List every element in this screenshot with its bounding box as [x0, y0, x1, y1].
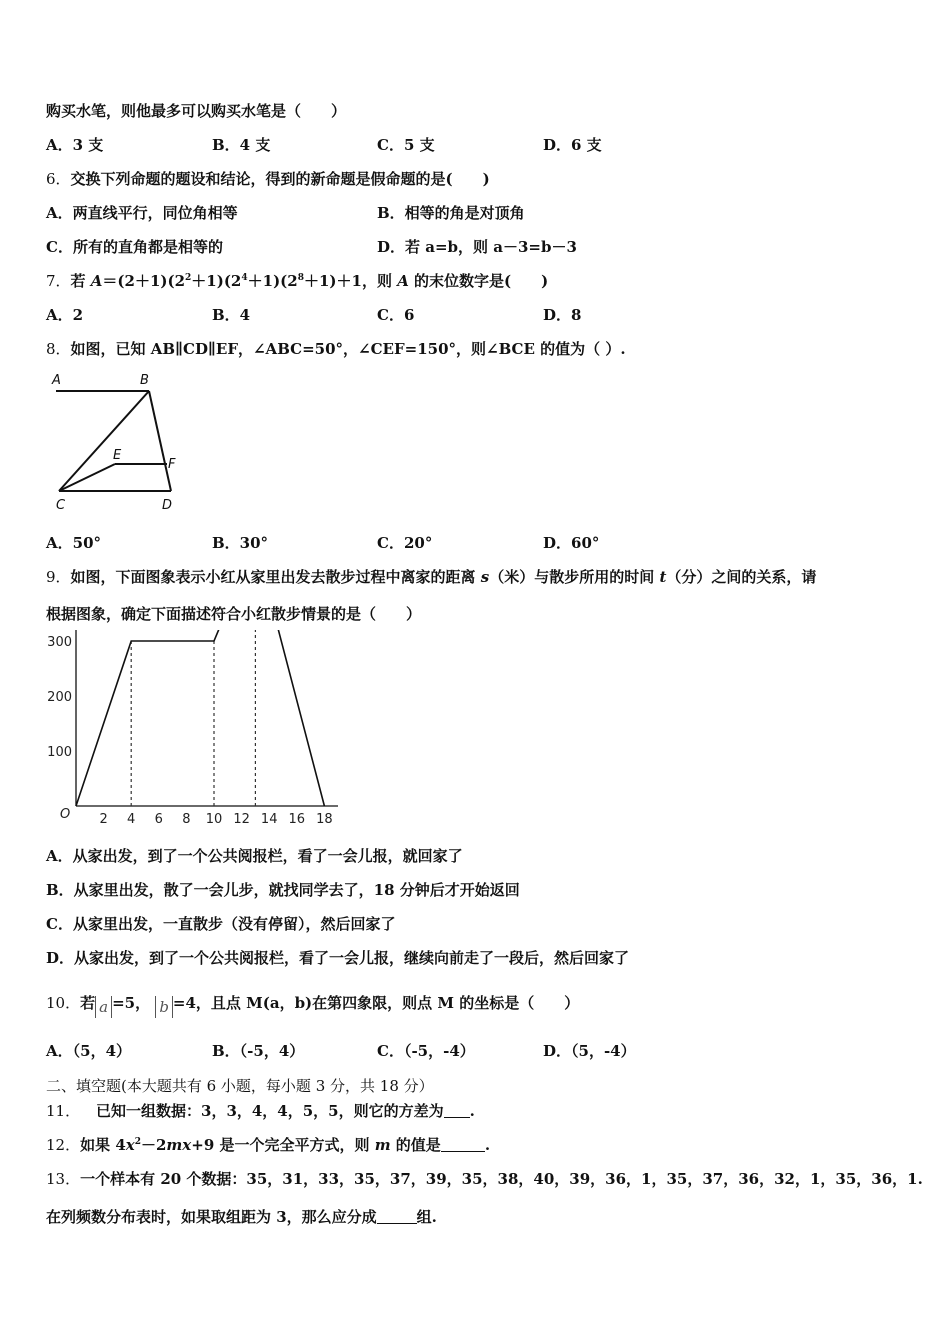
q7-expr-a: ＝(2＋1)(2 [102, 272, 186, 290]
q10-option-c[interactable]: C．（-5，-4） [377, 1042, 475, 1060]
q9-stem-b: （米）与散步所用的时间 [489, 568, 660, 586]
q7-exp-3: 8 [297, 273, 304, 283]
x-tick-label: 6 [154, 812, 163, 827]
q8-number: 8． [46, 340, 71, 358]
q13-line2b: 组. [416, 1208, 437, 1226]
q13-line1: 一个样本有 20 个数据：35，31，33，35，37，39，35，38，40，39，36，1，35，37，36，32，1，35，36，1. [80, 1170, 923, 1188]
q7-option-a[interactable]: A．2 [46, 306, 84, 324]
q6-option-b[interactable]: B．相等的角是对顶角 [377, 204, 525, 222]
q10-mid: =5， [112, 994, 151, 1012]
q8-option-d[interactable]: D．60° [543, 534, 600, 552]
q7-stem [46, 271, 548, 291]
q7-exp-1: 2 [185, 273, 192, 283]
x-tick-label: 8 [182, 812, 191, 827]
q9-option-c[interactable]: C．从家里出发，一直散步（没有停留），然后回家了 [46, 915, 396, 933]
q7-expr-d: ＋1)＋1，则 [303, 272, 398, 290]
q11-text: 已知一组数据：3，3，4，4，5，5，则它的方差为 [96, 1102, 444, 1120]
q12-mid2: +9 是一个完全平方式，则 [191, 1136, 375, 1154]
q7-pre: 若 [70, 272, 91, 290]
q8-option-a[interactable]: A．50° [46, 534, 102, 552]
q6-stem [46, 169, 490, 189]
q12-post: 的值是 [390, 1136, 441, 1154]
segment-bd [149, 391, 171, 491]
q5-option-b[interactable]: B．4 支 [212, 136, 271, 154]
q11-answer-blank[interactable] [444, 1103, 470, 1118]
q12-var-x2: x [182, 1136, 192, 1154]
q12-var-m: m [166, 1136, 183, 1154]
q9-option-a[interactable]: A．从家出发，到了一个公共阅报栏，看了一会儿报，就回家了 [46, 847, 463, 865]
q7-var-a2: A [397, 272, 409, 290]
q12-var-x: x [125, 1136, 135, 1154]
q7-var-a: A [90, 272, 103, 290]
q7-option-b[interactable]: B．4 [212, 306, 251, 324]
q9-number: 9． [46, 568, 71, 586]
q13-stem-line2 [46, 1207, 437, 1227]
q10-stem [46, 993, 579, 1018]
q9-stem-line1 [46, 567, 816, 587]
q7-post: 的末位数字是( ) [408, 272, 549, 290]
segment-ce [59, 464, 115, 491]
q5-option-c[interactable]: C．5 支 [377, 136, 435, 154]
x-tick-label: 12 [233, 812, 250, 827]
q9-option-d[interactable]: D．从家出发，到了一个公共阅报栏，看了一会儿报，继续向前走了一段后，然后回家了 [46, 949, 630, 967]
label-a: A [52, 373, 61, 388]
origin-label: O [60, 807, 71, 822]
q6-option-d[interactable]: D．若 a=b，则 a－3=b－3 [377, 238, 577, 256]
segment-bc [59, 391, 149, 491]
q12-var-m2: m [374, 1136, 391, 1154]
q7-option-c[interactable]: C．6 [377, 306, 415, 324]
abs-a: a [95, 996, 112, 1018]
q11-stem [46, 1101, 475, 1121]
q6-option-a[interactable]: A．两直线平行，同位角相等 [46, 204, 238, 222]
q10-post: =4，且点 M(a，b)在第四象限，则点 M 的坐标是（ ） [172, 994, 580, 1012]
q10-option-a[interactable]: A．（5，4） [46, 1042, 132, 1060]
y-tick-label: 100 [47, 745, 72, 760]
distance-time-line [76, 630, 324, 806]
q9-stem-a: 如图，下面图象表示小红从家里出发去散步过程中离家的距离 [70, 568, 481, 586]
q12-pre: 如果 4 [80, 1136, 126, 1154]
abs-b: b [155, 996, 173, 1018]
label-c: C [56, 498, 66, 513]
label-d: D [162, 498, 173, 513]
q5-continuation: 购买水笔，则他最多可以购买水笔是（ ） [46, 102, 347, 120]
q6-number: 6． [46, 170, 71, 188]
q8-stem [46, 339, 626, 359]
q13-answer-blank[interactable] [377, 1209, 417, 1224]
q8-text: 如图，已知 AB∥CD∥EF，∠ABC=50°，∠CEF=150°，则∠BCE 的值为（ ）. [70, 340, 626, 358]
x-tick-label: 2 [99, 812, 108, 827]
q10-pre: 若 [80, 994, 96, 1012]
y-tick-label: 200 [47, 690, 72, 705]
q13-number: 13． [46, 1170, 81, 1188]
q8-option-c[interactable]: C．20° [377, 534, 433, 552]
q9-option-b[interactable]: B．从家里出发，散了一会儿步，就找同学去了，18 分钟后才开始返回 [46, 881, 520, 899]
x-tick-label: 4 [127, 812, 136, 827]
q10-option-d[interactable]: D．（5，-4） [543, 1042, 636, 1060]
q5-option-d[interactable]: D．6 支 [543, 136, 602, 154]
x-tick-label: 14 [260, 812, 278, 827]
label-f: F [168, 457, 176, 472]
q10-number: 10． [46, 994, 81, 1012]
section-heading-fill-in: 二、填空题(本大题共有 6 小题，每小题 3 分，共 18 分） [46, 1077, 434, 1095]
q9-stem-line2: 根据图象，确定下面描述符合小红散步情景的是（ ） [46, 605, 422, 623]
q9-stem-c: （分）之间的关系，请 [666, 568, 817, 586]
q11-end: . [469, 1102, 475, 1120]
q10-option-b[interactable]: B．（-5，4） [212, 1042, 305, 1060]
q6-text: 交换下列命题的题设和结论，得到的新命题是假命题的是( ) [70, 170, 490, 188]
q7-expr-c: ＋1)(2 [247, 272, 298, 290]
q11-number: 11． [46, 1102, 81, 1120]
q8-option-b[interactable]: B．30° [212, 534, 269, 552]
q7-exp-2: 4 [241, 273, 248, 283]
q12-mid: －2 [140, 1136, 167, 1154]
q12-end: . [484, 1136, 491, 1154]
q7-expr-b: ＋1)(2 [191, 272, 242, 290]
label-e: E [113, 448, 122, 463]
q9-line-chart [38, 630, 338, 830]
q5-option-a[interactable]: A．3 支 [46, 136, 104, 154]
x-tick-label: 18 [316, 812, 333, 827]
q7-number: 7． [46, 272, 71, 290]
q12-square: 2 [134, 1137, 141, 1147]
q12-answer-blank[interactable] [441, 1137, 485, 1152]
x-tick-label: 16 [288, 812, 306, 827]
q12-stem [46, 1135, 490, 1155]
y-tick-label: 300 [47, 635, 72, 650]
x-tick-label: 10 [205, 812, 223, 827]
q13-line2a: 在列频数分布表时，如果取组距为 3，那么应分成 [46, 1208, 377, 1226]
label-b: B [140, 373, 149, 388]
q7-option-d[interactable]: D．8 [543, 306, 582, 324]
q8-geometry-figure [40, 368, 200, 518]
q6-option-c[interactable]: C．所有的直角都是相等的 [46, 238, 223, 256]
q13-stem-line1 [46, 1169, 923, 1189]
q9-var-t: t [659, 568, 667, 586]
q12-number: 12． [46, 1136, 81, 1154]
q9-var-s: s [480, 568, 490, 586]
